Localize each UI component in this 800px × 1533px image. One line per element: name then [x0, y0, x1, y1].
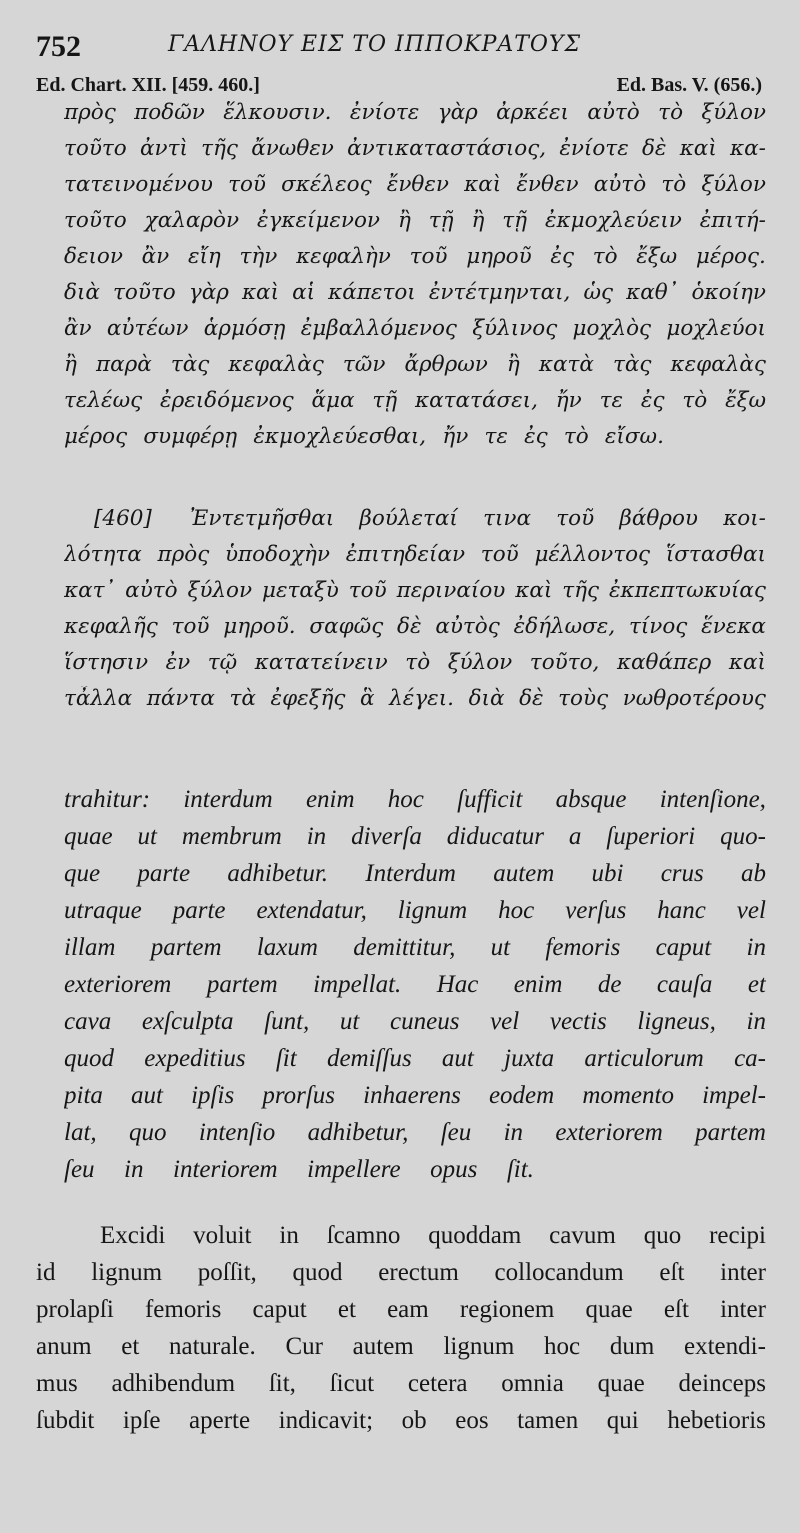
text-line: illam partem laxum demittitur, ut femoris caput in — [64, 934, 766, 961]
text-line: quod expeditius ſit demiſſus aut juxta articulorum ca- — [64, 1045, 766, 1072]
text-line: quae ut membrum in diverſa diducatur a ſuperiori quo- — [64, 823, 766, 850]
text-line: ἂν αὐτέων ἁρμόσῃ ἐμβαλλόμενος ξύλινος μοχλὸς μοχλεύοι — [64, 316, 766, 341]
text-line: anum et naturale. Cur autem lignum hoc dum extendi- — [36, 1333, 766, 1360]
text-line: κεφαλῆς τοῦ μηροῦ. σαφῶς δὲ αὐτὸς ἐδήλωσε, τίνος ἕνεκα — [64, 614, 766, 639]
page-number: 752 — [36, 30, 81, 63]
running-head: ΓΑΛΗΝΟΥ ΕΙΣ ΤΟ ΙΠΠΟΚΡΑΤΟΥΣ — [168, 32, 582, 57]
text-line: mus adhibendum ſit, ſicut cetera omnia quae deinceps — [36, 1370, 766, 1397]
text-line: utraque parte extendatur, lignum hoc verſus hanc vel — [64, 897, 766, 924]
text-line: Excidi voluit in ſcamno quoddam cavum quo recipi — [100, 1222, 766, 1249]
text-line: ἢ παρὰ τὰς κεφαλὰς τῶν ἄρθρων ἢ κατὰ τὰς κεφαλὰς — [64, 352, 766, 377]
text-line: τελέως ἐρειδόμενος ἅμα τῇ κατατάσει, ἤν τε ἐς τὸ ἔξω — [64, 388, 766, 413]
text-line: κατ᾽ αὐτὸ ξύλον μεταξὺ τοῦ περιναίου καὶ τῆς ἐκπεπτωκυίας — [64, 578, 766, 603]
text-line: lat, quo intenſio adhibetur, ſeu in exteriorem partem — [64, 1119, 766, 1146]
text-line: δειον ἂν εἴη τὴν κεφαλὴν τοῦ μηροῦ ἐς τὸ ἔξω μέρος. — [64, 244, 766, 269]
text-line: trahitur: interdum enim hoc ſufficit absque intenſione, — [64, 786, 766, 813]
text-line: πρὸς ποδῶν ἕλκουσιν. ἐνίοτε γὰρ ἀρκέει αὐτὸ τὸ ξύλον — [64, 100, 766, 125]
text-line: τἆλλα πάντα τὰ ἐφεξῆς ἃ λέγει. διὰ δὲ τοὺς νωθροτέρους — [64, 686, 766, 711]
text-line: διὰ τοῦτο γὰρ καὶ αἱ κάπετοι ἐντέτμηνται, ὡς καθ᾽ ὁκοίην — [64, 280, 766, 305]
text-line: ſeu in interiorem impellere opus ſit. — [64, 1156, 534, 1183]
text-line: τοῦτο χαλαρὸν ἐγκείμενον ἢ τῇ ἢ τῇ ἐκμοχλεύειν ἐπιτή- — [64, 208, 766, 233]
text-line: λότητα πρὸς ὑποδοχὴν ἐπιτηδείαν τοῦ μέλλοντος ἵστασθαι — [64, 542, 766, 567]
text-line: Ἐντετμῆσθαι βούλεταί τινα τοῦ βάθρου κοι- — [190, 506, 766, 531]
text-line: que parte adhibetur. Interdum autem ubi crus ab — [64, 860, 766, 887]
text-line: prolapſi femoris caput et eam regionem quae eſt inter — [36, 1296, 766, 1323]
section-marker: [460] — [94, 506, 152, 531]
text-line: id lignum poſſit, quod erectum collocandum eſt inter — [36, 1259, 766, 1286]
text-line: τατεινομένου τοῦ σκέλεος ἔνθεν καὶ ἔνθεν αὐτὸ τὸ ξύλον — [64, 172, 766, 197]
text-line: τοῦτο ἀντὶ τῆς ἄνωθεν ἀντικαταστάσιος, ἐνίοτε δὲ καὶ κα- — [64, 136, 766, 161]
text-line: pita aut ipſis prorſus inhaerens eodem momento impel- — [64, 1082, 766, 1109]
text-line: μέρος συμφέρῃ ἐκμοχλεύεσθαι, ἤν τε ἐς τὸ εἴσω. — [64, 424, 664, 449]
text-line: ſubdit ipſe aperte indicavit; ob eos tamen qui hebetioris — [36, 1407, 766, 1434]
text-line: ἵστησιν ἐν τῷ κατατείνειν τὸ ξύλον τοῦτο, καθάπερ καὶ — [64, 650, 766, 675]
edition-reference-right: Ed. Bas. V. (656.) — [616, 74, 762, 96]
edition-reference-left: Ed. Chart. XII. [459. 460.] — [36, 74, 260, 96]
text-line: cava exſculpta ſunt, ut cuneus vel vectis ligneus, in — [64, 1008, 766, 1035]
text-line: exteriorem partem impellat. Hac enim de cauſa et — [64, 971, 766, 998]
